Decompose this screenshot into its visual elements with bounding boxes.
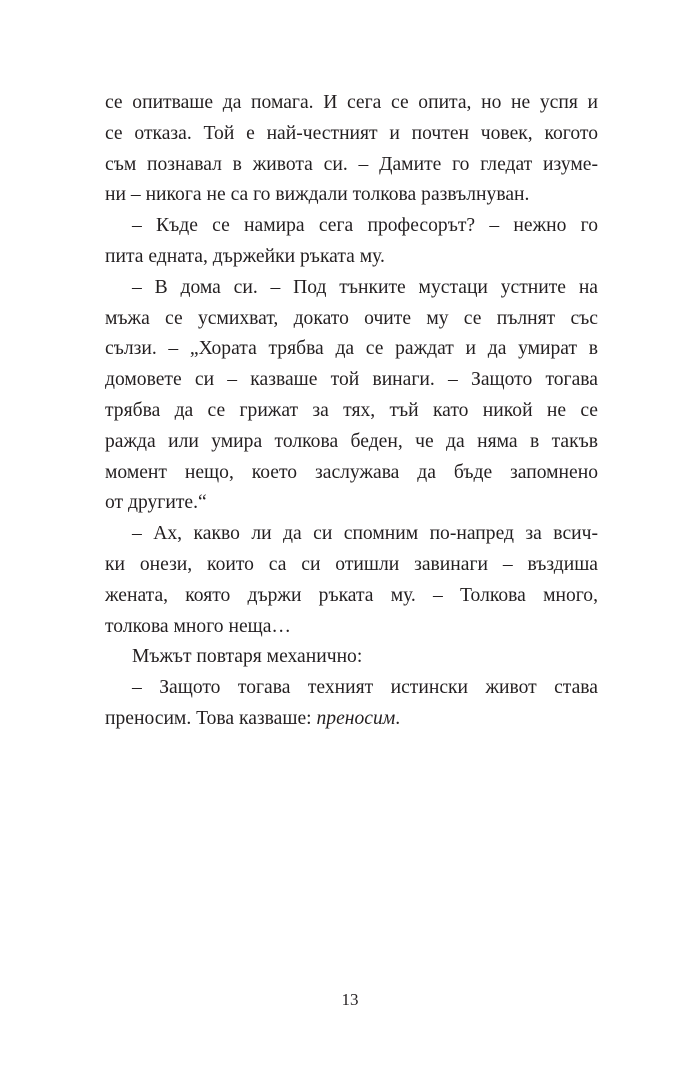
text-fragment: преносим. Това казваше:	[105, 707, 317, 729]
text-line: – Ах, какво ли да си спомним по-напред за всич-	[132, 523, 598, 545]
text-line: пита едната, държейки ръката му.	[105, 245, 385, 267]
text-line: се опитваше да помага. И сега се опита, но не успя и	[105, 92, 598, 113]
text-line: трябва да се грижат за тях, тъй като никой не се	[105, 399, 598, 421]
text-line: ки онези, които са си отишли завинаги – въздиша	[105, 553, 598, 575]
text-line: се отказа. Той е най-честният и почтен човек, когото	[105, 122, 598, 144]
text-line: момент нещо, което заслужава да бъде запомнено	[105, 461, 598, 483]
text-line	[105, 704, 598, 735]
text-line: домовете си – казваше той винаги. – Защото тогава	[105, 369, 598, 391]
text-line: мъжа се усмихват, докато очите му се пълнят със	[105, 307, 598, 329]
text-line: съм познавал в живота си. – Дамите го гледат изуме-	[105, 153, 598, 175]
text-line: – Къде се намира сега професорът? – нежно го	[132, 215, 598, 237]
page-number: 13	[341, 990, 359, 1009]
text-line: от другите.“	[105, 492, 207, 514]
italic-word: преносим	[316, 707, 396, 729]
text-line: жената, която държи ръката му. – Толкова много,	[105, 584, 598, 606]
text-line: Мъжът повтаря механично:	[132, 646, 363, 668]
text-line: ни – никога не са го виждали толкова развълнуван.	[105, 184, 530, 206]
text-line: – В дома си. – Под тънките мустаци устните на	[132, 276, 598, 298]
body-text	[105, 88, 598, 735]
text-line: толкова много неща…	[105, 615, 292, 637]
text-line: – Защото тогава техният истински живот става	[132, 677, 598, 699]
text-fragment: .	[395, 707, 401, 729]
text-line: ражда или умира толкова беден, че да няма в такъв	[105, 430, 598, 452]
text-line: сълзи. – „Хората трябва да се раждат и да умират в	[105, 338, 598, 360]
